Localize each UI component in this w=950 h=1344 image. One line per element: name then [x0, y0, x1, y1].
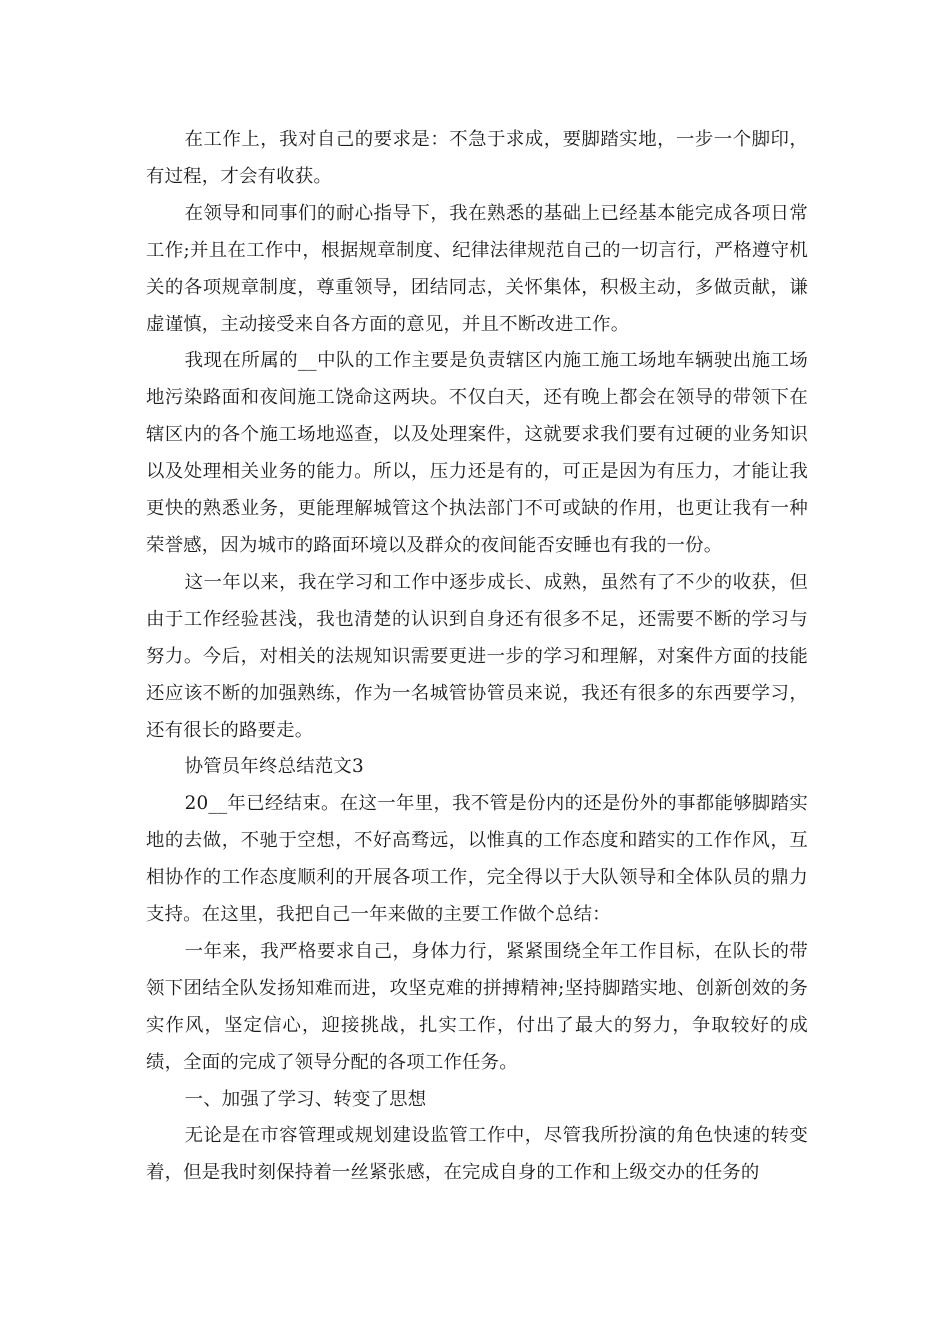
paragraph-work-requirements: 在工作上，我对自己的要求是：不急于求成，要脚踏实地，一步一个脚印，有过程，才会有收获。: [146, 129, 808, 187]
paragraph-year-review: 这一年以来，我在学习和工作中逐步成长、成熟，虽然有了不少的收获，但由于工作经验甚浅，我也清楚的认识到自身还有很多不足，还需要不断的学习与努力。今后，对相关的法规知识需要更进一步的学习和理解，对案件方面的技能还应该不断的加强熟练，作为一名城管协管员来说，我还有很多的东西要学习，还有很长的路要走。: [146, 571, 808, 741]
paragraph-squad-duties: 我现在所属的__中队的工作主要是负责辖区内施工施工场地车辆驶出施工场地污染路面和夜间施工饶命这两块。不仅白天，还有晚上都会在领导的带领下在辖区内的各个施工场地巡查，以及处理案件，这就要求我们要有过硬的业务知识以及处理相关业务的能力。所以，压力还是有的，可正是因为有压力，才能让我更快的熟悉业务，更能理解城管这个执法部门不可或缺的作用，也更让我有一种荣誉感，因为城市的路面环境以及群众的夜间能否安睡也有我的一份。: [146, 350, 808, 556]
section-title: 协管员年终总结范文3: [184, 756, 364, 778]
paragraph-guidance: 在领导和同事们的耐心指导下，我在熟悉的基础上已经基本能完成各项日常工作;并且在工作中，根据规章制度、纪律法律规范自己的一切言行，严格遵守机关的各项规章制度，尊重领导，团结同志，关怀集体，积极主动，多做贡献，谦虚谨慎，主动接受来自各方面的意见，并且不断改进工作。: [146, 202, 808, 335]
document-body: [146, 122, 808, 1192]
paragraph-annual-work: 一年来，我严格要求自己，身体力行，紧紧围绕全年工作目标，在队长的带领下团结全队发扬知难而进，攻坚克难的拼搏精神;坚持脚踏实地、创新创效的务实作风，坚定信心，迎接挑战，扎实工作，付出了最大的努力，争取较好的成绩，全面的完成了领导分配的各项工作任务。: [146, 940, 808, 1073]
subsection-heading: 一、加强了学习、转变了思想: [184, 1088, 427, 1110]
paragraph-year-ended: 20__年已经结束。在这一年里，我不管是份内的还是份外的事都能够脚踏实地的去做，不驰于空想，不好高骛远，以惟真的工作态度和踏实的工作作风，互相协作的工作态度顺利的开展各项工作，完全得以于大队领导和全体队员的鼎力支持。在这里，我把自己一年来做的主要工作做个总结：: [146, 793, 808, 926]
paragraph-role-change: 无论是在市容管理或规划建设监管工作中，尽管我所扮演的角色快速的转变着，但是我时刻保持着一丝紧张感，在完成自身的工作和上级交办的任务的: [146, 1125, 808, 1184]
